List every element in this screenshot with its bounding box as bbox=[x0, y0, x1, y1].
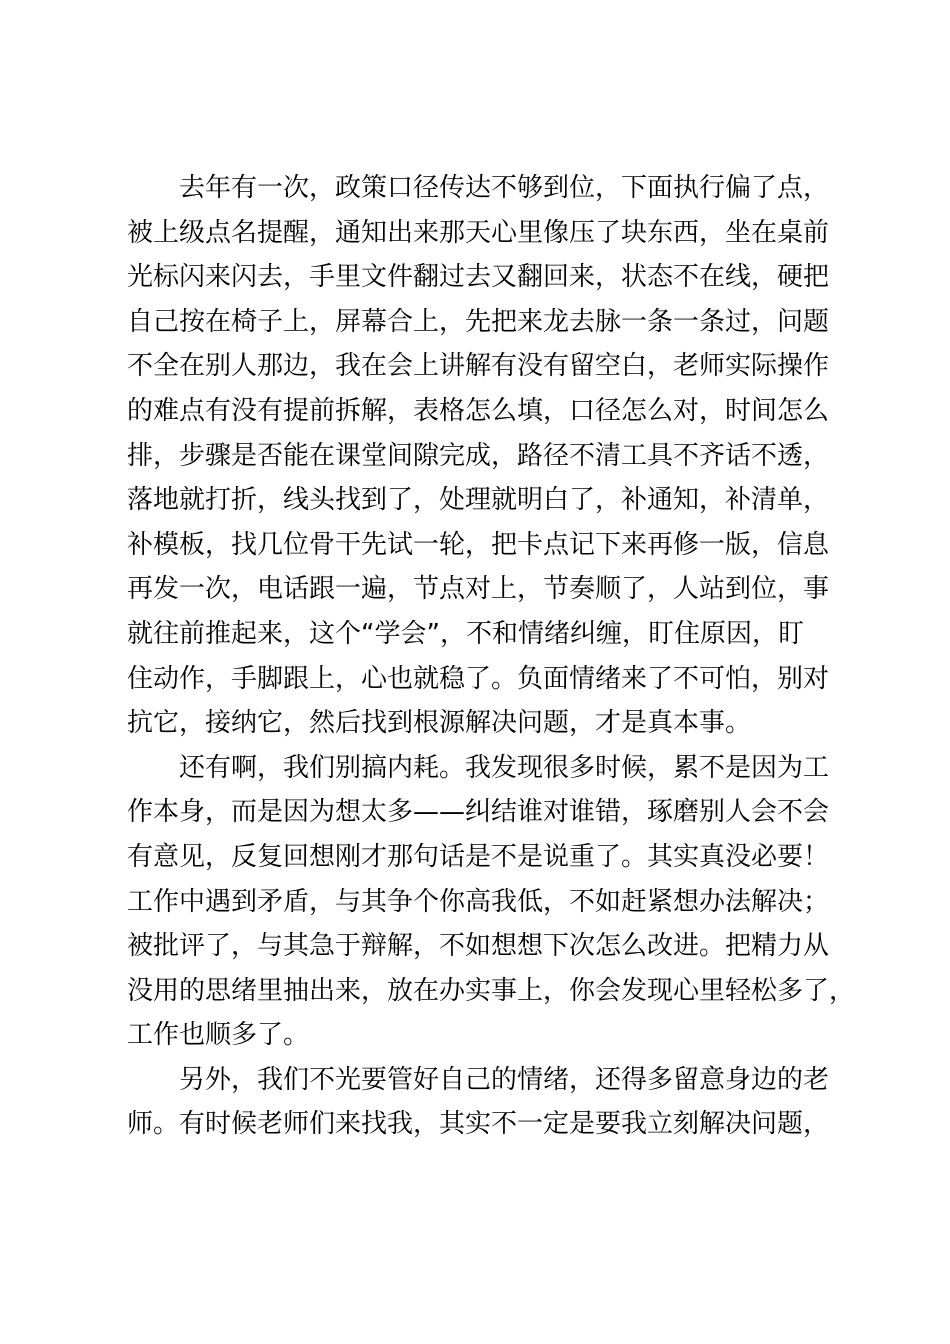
paragraph-line: 住动作，手脚跟上，心也就稳了。负面情绪来了不可怕，别对 bbox=[127, 663, 830, 694]
paragraph-line: 自己按在椅子上，屏幕合上，先把来龙去脉一条一条过，问题 bbox=[127, 306, 830, 337]
paragraph-line: 还有啊，我们别搞内耗。我发现很多时候，累不是因为工 bbox=[179, 752, 830, 783]
paragraph-line: 再发一次，电话跟一遍，节点对上，节奏顺了，人站到位，事 bbox=[127, 574, 830, 605]
paragraph-line: 另外，我们不光要管好自己的情绪，还得多留意身边的老 bbox=[179, 1064, 830, 1095]
paragraph-line: 被上级点名提醒，通知出来那天心里像压了块东西，坐在桌前 bbox=[127, 217, 830, 248]
paragraph-line: 就往前推起来，这个“学会”，不和情绪纠缠，盯住原因，盯 bbox=[127, 618, 804, 649]
paragraph-line: 不全在别人那边，我在会上讲解有没有留空白，老师实际操作 bbox=[127, 351, 830, 382]
body-text bbox=[127, 166, 856, 1147]
paragraph-line: 被批评了，与其急于辩解，不如想想下次怎么改进。把精力从 bbox=[127, 931, 830, 962]
paragraph-1 bbox=[127, 166, 832, 746]
paragraph-line: 作本身，而是因为想太多——纠结谁对谁错，琢磨别人会不会 bbox=[127, 797, 830, 828]
paragraph-line: 师。有时候老师们来找我，其实不一定是要我立刻解决问题， bbox=[127, 1109, 830, 1140]
paragraph-line: 工作中遇到矛盾，与其争个你高我低，不如赶紧想办法解决； bbox=[127, 886, 830, 917]
paragraph-line: 的难点有没有提前拆解，表格怎么填，口径怎么对，时间怎么 bbox=[127, 395, 830, 426]
paragraph-line: 工作也顺多了。 bbox=[127, 1020, 310, 1051]
paragraph-line: 没用的思绪里抽出来，放在办实事上，你会发现心里轻松多了， bbox=[127, 975, 856, 1006]
paragraph-line: 抗它，接纳它，然后找到根源解决问题，才是真本事。 bbox=[127, 708, 752, 739]
paragraph-line: 有意见，反复回想刚才那句话是不是说重了。其实真没必要！ bbox=[127, 841, 830, 872]
paragraph-3 bbox=[127, 1058, 832, 1147]
paragraph-line: 排，步骤是否能在课堂间隙完成，路径不清工具不齐话不透， bbox=[127, 440, 830, 471]
paragraph-2 bbox=[127, 746, 856, 1058]
paragraph-line: 补模板，找几位骨干先试一轮，把卡点记下来再修一版，信息 bbox=[127, 529, 830, 560]
paragraph-line: 去年有一次，政策口径传达不够到位，下面执行偏了点， bbox=[179, 173, 830, 203]
paragraph-line: 落地就打折，线头找到了，处理就明白了，补通知，补清单， bbox=[127, 485, 830, 516]
paragraph-line: 光标闪来闪去，手里文件翻过去又翻回来，状态不在线，硬把 bbox=[127, 262, 830, 293]
